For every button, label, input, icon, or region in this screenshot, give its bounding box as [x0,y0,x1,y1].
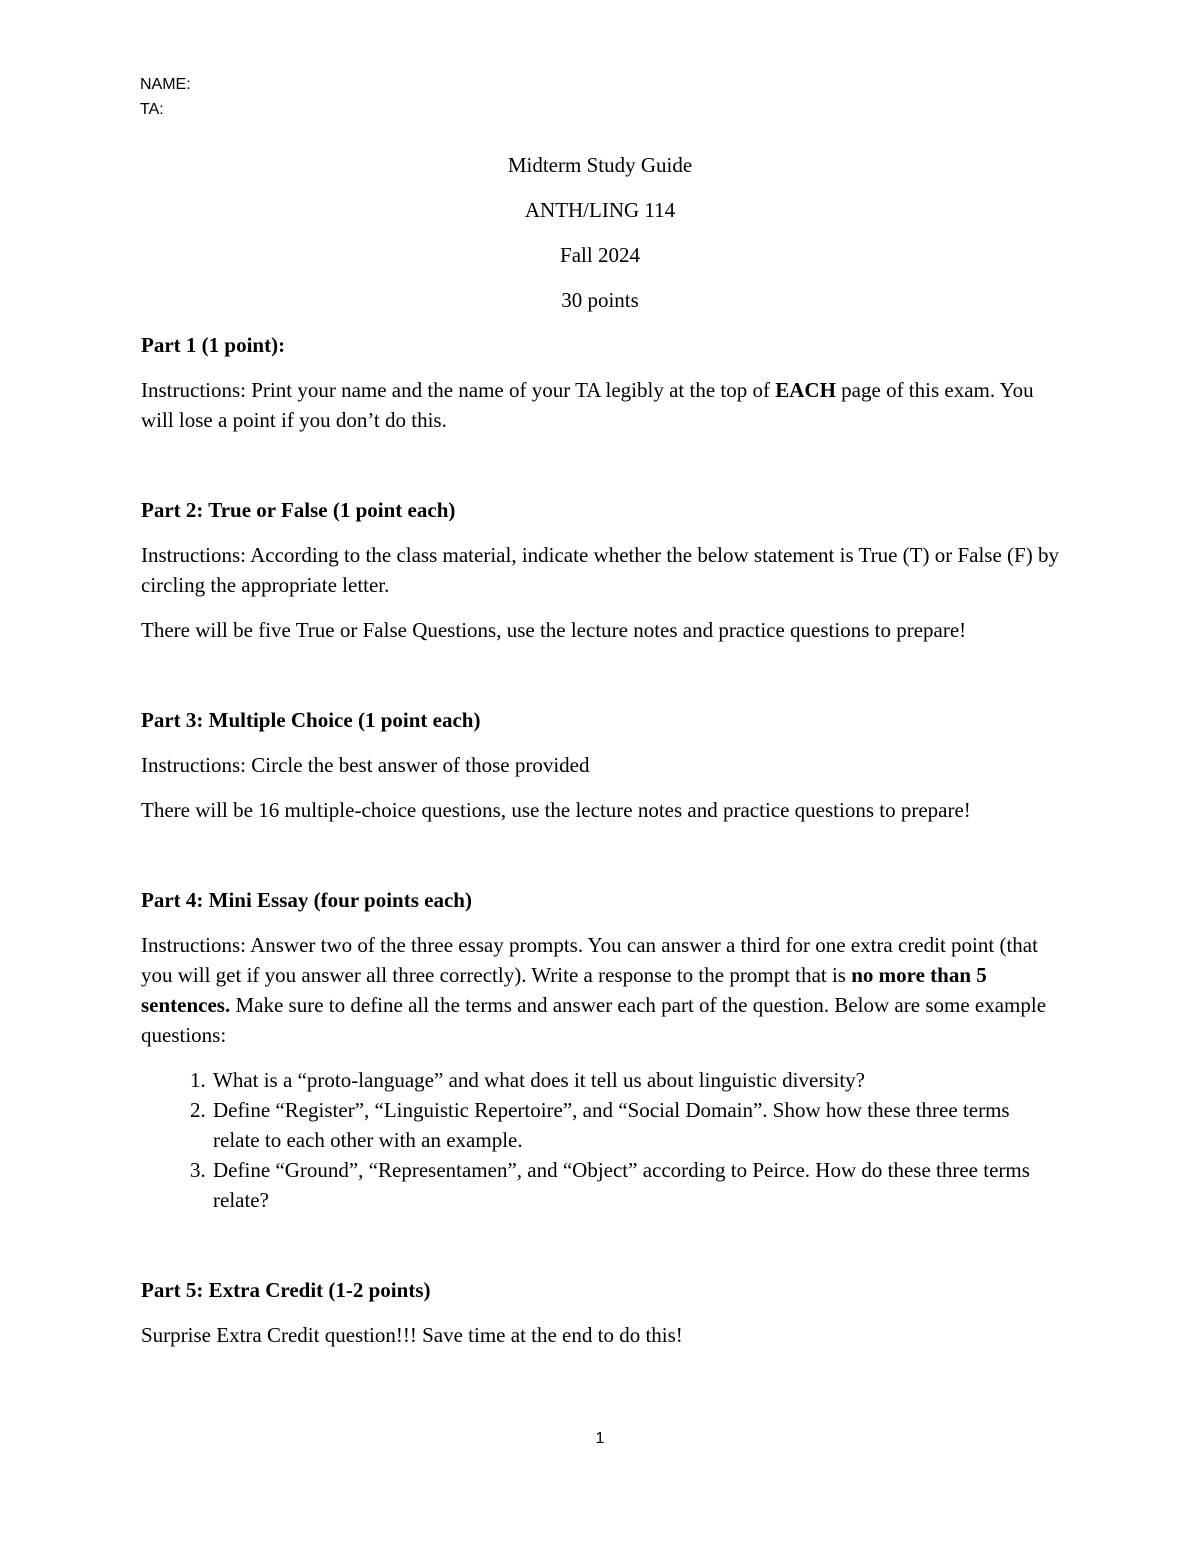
part1-instructions-bold: EACH [775,378,836,402]
name-label: NAME: [140,76,191,93]
part1-instructions-text-b: page of this exam. You will lose a point if you don’t do this. [141,378,1034,432]
part1-heading: Part 1 (1 point): [141,333,286,357]
part5-heading: Part 5: Extra Credit (1-2 points) [141,1278,431,1302]
term: Fall 2024 [560,243,640,267]
part4-heading: Part 4: Mini Essay (four points each) [141,888,472,912]
document-title: Midterm Study Guide [507,153,693,177]
example-question-list [141,1065,1061,1215]
title-block [0,150,1200,330]
list-item: 3. Define “Ground”, “Representamen”, and “Object” according to Peirce. How do these three terms relate? [211,1155,1061,1215]
page-number: 1 [595,1430,605,1447]
part5-note: Surprise Extra Credit question!!! Save time at the end to do this! [141,1323,683,1347]
ta-label: TA: [140,101,164,118]
list-item: 1. What is a “proto-language” and what does it tell us about linguistic diversity? [211,1065,1061,1095]
part4-instructions [141,930,1061,1050]
part4-instructions-text-a: Instructions: Answer two of the three essay prompts. You can answer a third for one extra credit point (that you will get if you answer all three correctly). Write a response to the prompt that is [141,933,1038,987]
part2-heading: Part 2: True or False (1 point each) [141,498,456,522]
part4-instructions-text-b: Make sure to define all the terms and answer each part of the question. Below are some example questions: [141,993,1047,1047]
part3-note: There will be 16 multiple-choice questions, use the lecture notes and practice questions to prepare! [141,798,971,822]
total-points: 30 points [561,288,639,312]
part1-instructions [141,375,1061,435]
list-item: 2. Define “Register”, “Linguistic Repertoire”, and “Social Domain”. Show how these three terms relate to each other with an example. [211,1095,1061,1155]
part1-instructions-text-a: Instructions: Print your name and the name of your TA legibly at the top of [141,378,776,402]
part2-note: There will be five True or False Questions, use the lecture notes and practice questions to prepare! [141,618,967,642]
part3-instructions: Instructions: Circle the best answer of those provided [141,753,590,777]
part2-instructions: Instructions: According to the class material, indicate whether the below statement is True (T) or False (F) by circling the appropriate letter. [141,543,1059,597]
course-code: ANTH/LING 114 [524,198,676,222]
part3-heading: Part 3: Multiple Choice (1 point each) [141,708,481,732]
document-body [141,330,1061,1350]
part4-instructions-bold: no more than 5 sentences. [141,963,987,1017]
page-header [140,72,191,122]
